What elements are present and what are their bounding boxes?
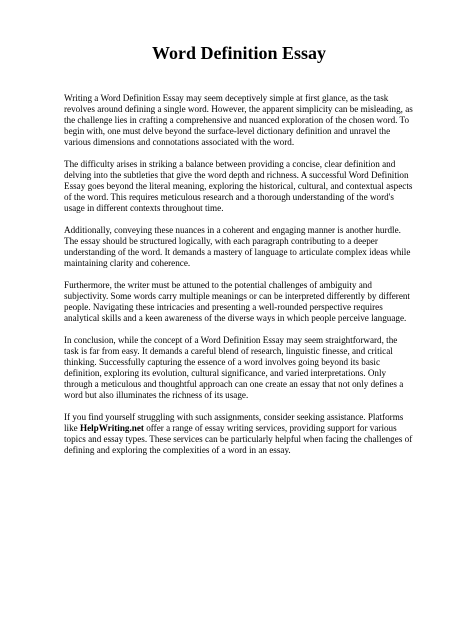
paragraph-conclusion: In conclusion, while the concept of a Word Definition Essay may seem straightforward, the task is far from easy. It demands a careful blend of research, linguistic finesse, and critical thinking. Successfully capturing the essence of a word involves going beyond its basic definition, exploring its evolution, cultural significance, and varied interpretations. Only through a meticulous and thoughtful approach can one create an essay that not only defines a word but also illuminates the richness of its usage. (64, 334, 404, 401)
paragraph-difficulty: The difficulty arises in striking a balance between providing a concise, clear definition and delving into the subtleties that give the word depth and richness. A successful Word Definition Essay goes beyond the literal meaning, exploring the historical, cultural, and contextual aspects of the word. This requires meticulous research and a thorough understanding of the word's usage in different contexts throughout time. (64, 158, 413, 214)
assistance-text-after: offer a range of essay writing services, providing support for various topics and essay types. These services can be particularly helpful when facing the challenges of defining and exploring the complexities of a word in an essay. (64, 422, 413, 456)
paragraph-additionally: Additionally, conveying these nuances in a coherent and engaging manner is another hurdle. The essay should be structured logically, with each paragraph contributing to a deeper understanding of the word. It demands a mastery of language to articulate complex ideas while maintaining clarity and coherence. (64, 224, 411, 269)
paragraph-furthermore: Furthermore, the writer must be attuned to the potential challenges of ambiguity and subjectivity. Some words carry multiple meanings or can be interpreted differently by different people. Navigating these intricacies and presenting a well-rounded perspective requires analytical skills and a keen awareness of the diverse ways in which people perceive language. (64, 279, 410, 324)
page-title: Word Definition Essay (151, 43, 327, 63)
assistance-text-before: If you find yourself struggling with such assignments, consider seeking assistance. Platforms like (64, 411, 404, 433)
paragraph-intro: Writing a Word Definition Essay may seem deceptively simple at first glance, as the task revolves around defining a single word. However, the apparent simplicity can be misleading, as the challenge lies in crafting a comprehensive and nuanced exploration of the chosen word. To begin with, one must delve beyond the surface-level dictionary definition and unravel the various dimensions and connotations associated with the word. (64, 93, 413, 148)
paragraph-assistance (64, 412, 414, 456)
helpwriting-brand: HelpWriting.net (79, 422, 144, 433)
